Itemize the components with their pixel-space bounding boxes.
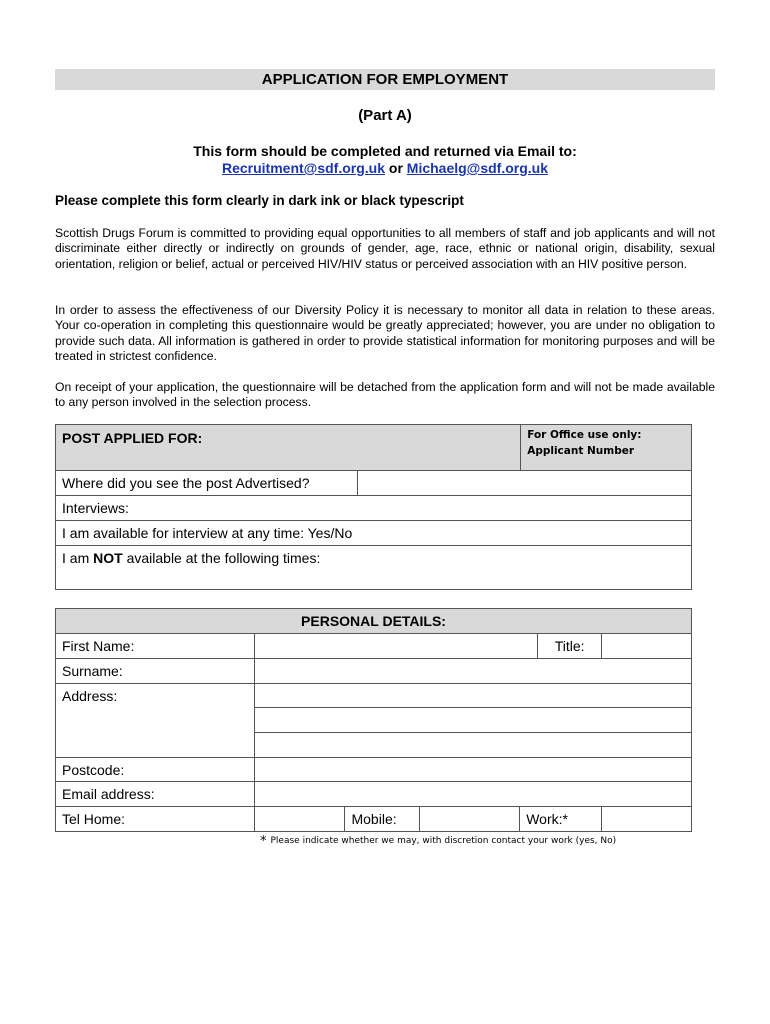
page-title: APPLICATION FOR EMPLOYMENT xyxy=(55,69,715,90)
michaelg-email-link[interactable]: Michaelg@sdf.org.uk xyxy=(406,160,549,176)
surname-label: Surname: xyxy=(56,659,255,684)
personal-details-table xyxy=(55,608,692,832)
or-text: or xyxy=(388,160,403,176)
equal-opportunities-paragraph: Scottish Drugs Forum is committed to providing equal opportunities to all members of staff and job applicants and will not discriminate either directly or indirectly on grounds of gender, age, race, ethnic or national origin, disability, sexual orientation, religion or belief, actual or perceived HIV/HIV status or perceived association with an HIV positive person. xyxy=(55,226,715,271)
unavailable-times-label xyxy=(62,546,685,566)
footnote-text: Please indicate whether we may, with discretion contact your work (yes, No) xyxy=(270,836,617,846)
interviews-label: Interviews: xyxy=(56,496,692,521)
title-label: Title: xyxy=(538,634,602,659)
postcode-label: Postcode: xyxy=(56,758,255,782)
part-label: (Part A) xyxy=(358,107,412,124)
not-prefix: I am xyxy=(62,550,94,566)
email-input[interactable] xyxy=(254,782,691,807)
advertised-label: Where did you see the post Advertised? xyxy=(56,471,358,496)
office-use-label: For Office use only: xyxy=(527,429,642,441)
post-table xyxy=(55,424,692,590)
tel-home-input[interactable] xyxy=(254,807,345,832)
not-word: NOT xyxy=(93,550,123,566)
postcode-input[interactable] xyxy=(254,758,691,782)
applicant-number-label: Applicant Number xyxy=(527,445,635,457)
recruitment-email-link[interactable]: Recruitment@sdf.org.uk xyxy=(221,160,385,176)
title-input[interactable] xyxy=(602,634,692,659)
address-line-2-input[interactable] xyxy=(254,708,691,733)
tel-home-label: Tel Home: xyxy=(56,807,255,832)
office-use-cell xyxy=(521,425,692,471)
work-label: Work:* xyxy=(520,807,602,832)
address-label: Address: xyxy=(56,684,255,758)
work-contact-footnote xyxy=(260,834,616,849)
diversity-policy-paragraph: In order to assess the effectiveness of our Diversity Policy it is necessary to monitor all data in relation to these areas. Your co-operation in completing this questionnaire would be greatly appreciated; however, you are under no obligation to provide such data. All information is gathered in order to provide statistical information for monitoring purposes and will be treated in strictest confidence. xyxy=(55,303,715,364)
footnote-asterisk: * xyxy=(260,834,267,849)
first-name-input[interactable] xyxy=(254,634,538,659)
availability-field[interactable]: I am available for interview at any time: Yes/No xyxy=(56,521,692,546)
mobile-input[interactable] xyxy=(420,807,520,832)
work-input[interactable] xyxy=(602,807,692,832)
address-line-1-input[interactable] xyxy=(254,684,691,708)
questionnaire-paragraph: On receipt of your application, the questionnaire will be detached from the application form and will not be made available to any person involved in the selection process. xyxy=(55,380,715,410)
surname-input[interactable] xyxy=(254,659,691,684)
post-applied-cell[interactable] xyxy=(56,425,521,471)
first-name-label: First Name: xyxy=(56,634,255,659)
email-label: Email address: xyxy=(56,782,255,807)
email-links xyxy=(0,160,770,176)
address-line-3-input[interactable] xyxy=(254,733,691,758)
mobile-label: Mobile: xyxy=(345,807,420,832)
personal-details-heading: PERSONAL DETAILS: xyxy=(56,609,692,634)
advertised-input[interactable] xyxy=(357,471,691,496)
ink-instruction: Please complete this form clearly in dark ink or black typescript xyxy=(55,193,464,208)
post-applied-label: POST APPLIED FOR: xyxy=(62,430,203,446)
unavailable-times-field[interactable] xyxy=(56,546,692,590)
not-suffix: available at the following times: xyxy=(122,550,321,566)
return-instruction: This form should be completed and returned via Email to: xyxy=(193,143,577,159)
